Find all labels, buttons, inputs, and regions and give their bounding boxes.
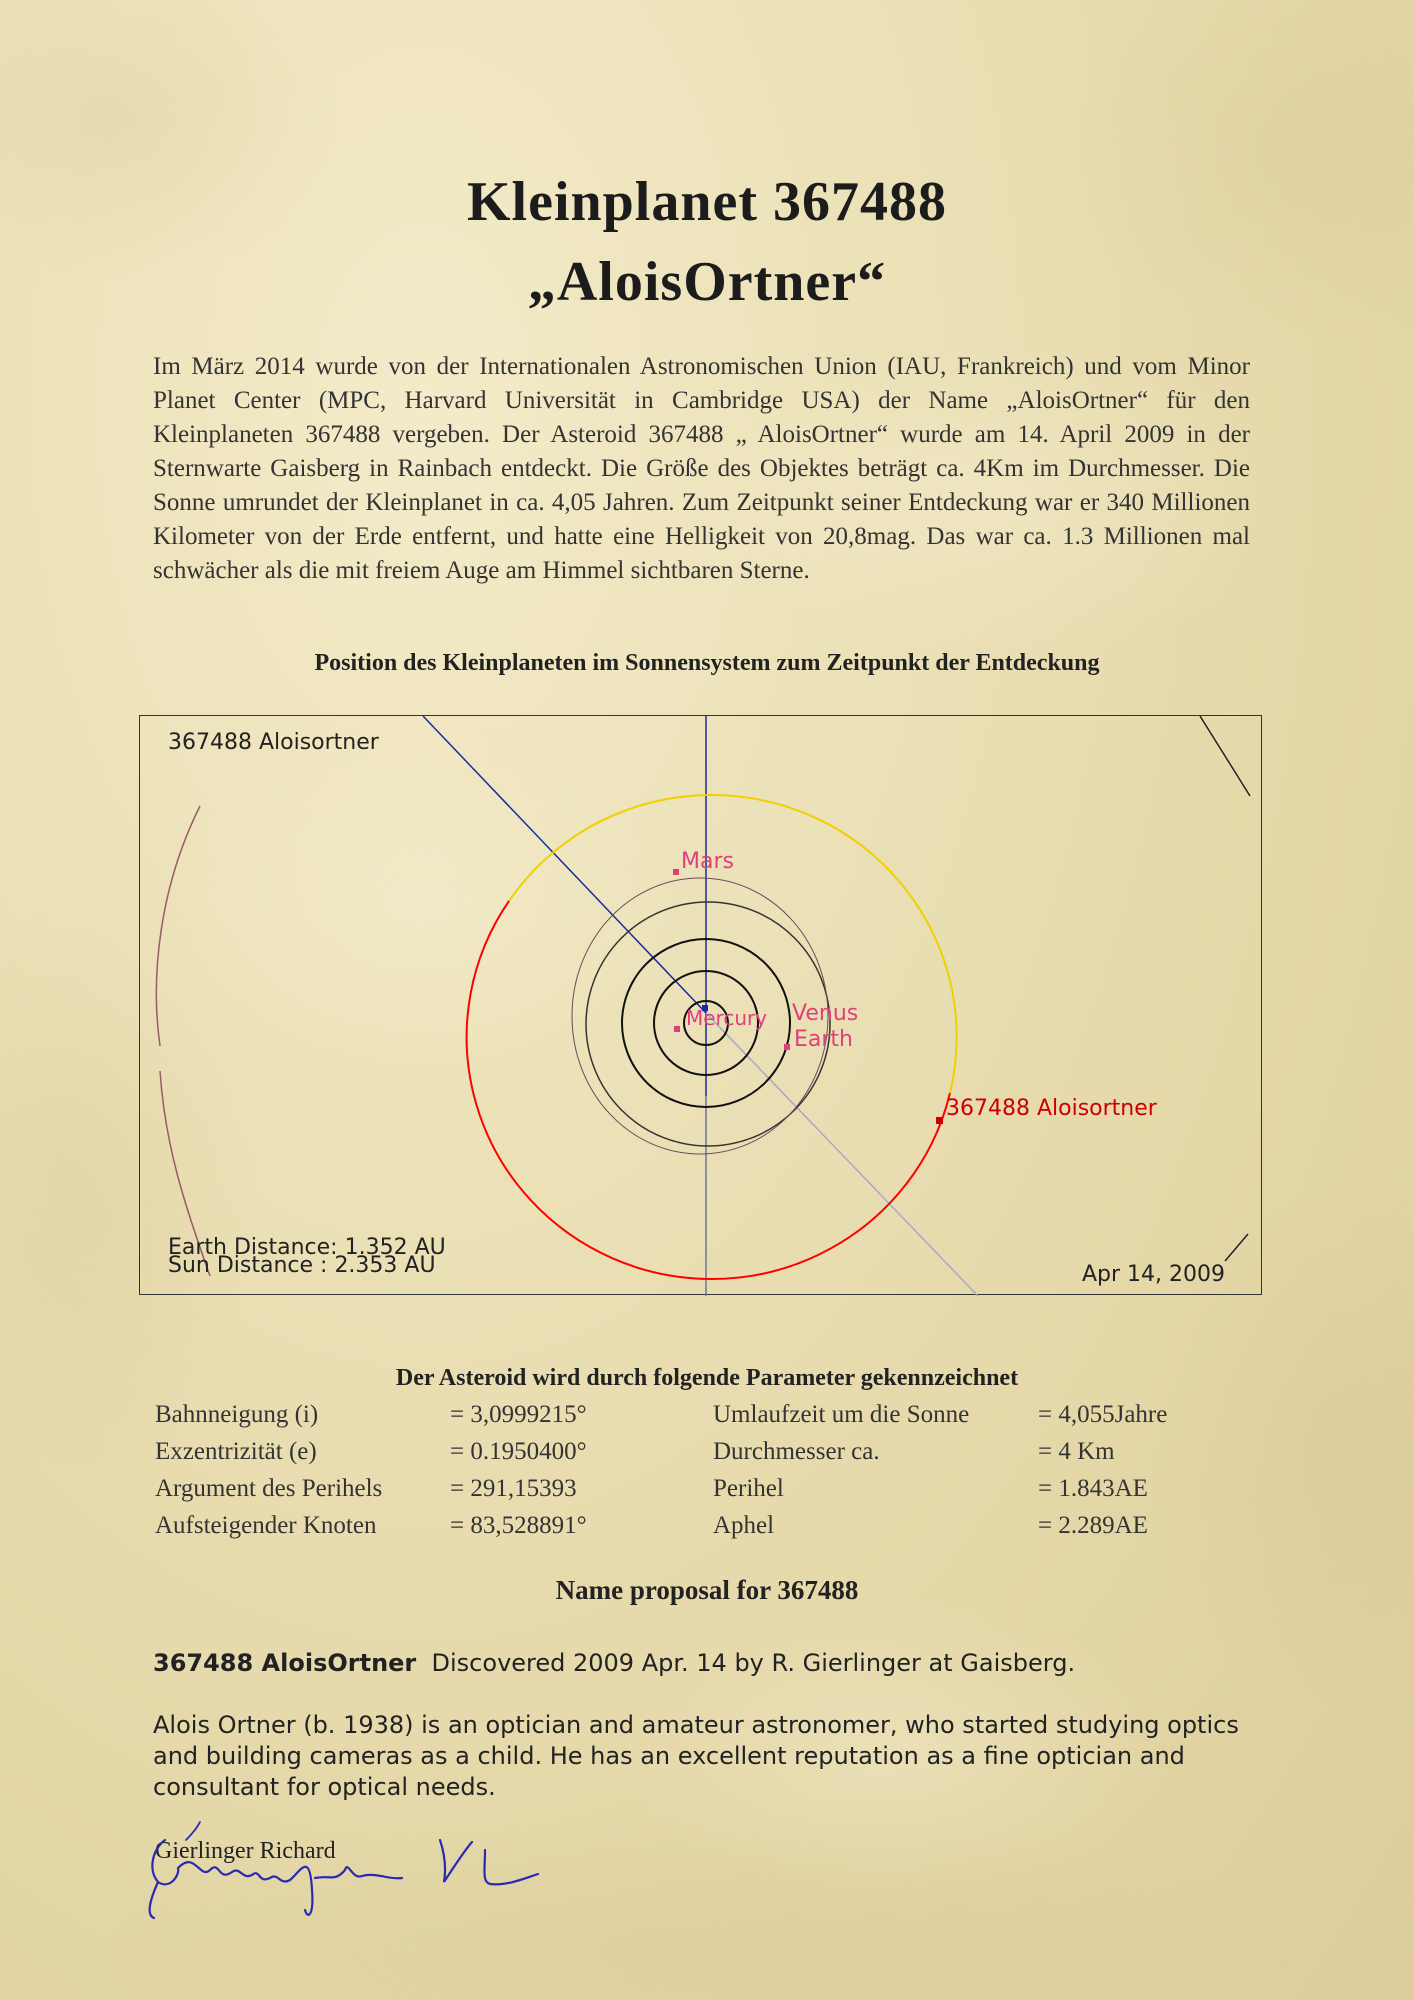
parameter-label: Exzentrizität (e)	[155, 1438, 317, 1465]
parameter-row	[155, 1507, 650, 1544]
asteroid-marker	[936, 1117, 943, 1124]
parameter-value: = 0.1950400°	[450, 1438, 587, 1465]
sun-distance-readout: Sun Distance : 2.353 AU	[168, 1253, 436, 1278]
parameter-label: Argument des Perihels	[155, 1475, 383, 1502]
parameter-row	[713, 1470, 1238, 1507]
parameter-label: Aphel	[713, 1512, 775, 1539]
parameter-row	[155, 1396, 650, 1433]
parameters-heading: Der Asteroid wird durch folgende Parameter gekennzeichnet	[395, 1365, 1019, 1391]
parameters-right-column	[713, 1396, 1238, 1544]
proposal-discovery: Discovered 2009 Apr. 14 by R. Gierlinger at Gaisberg.	[431, 1649, 1076, 1677]
earth-marker	[784, 1044, 790, 1050]
orbit-diagram	[139, 715, 1262, 1295]
handwritten-signature	[140, 1820, 560, 1930]
diagram-heading: Position des Kleinplaneten im Sonnensystem zum Zeitpunkt der Entdeckung	[314, 650, 1100, 676]
parameter-value: = 83,528891°	[450, 1512, 587, 1539]
parameter-value: = 4,055Jahre	[1038, 1401, 1168, 1428]
diagram-object-label: 367488 Aloisortner	[168, 730, 379, 755]
parameter-value: = 291,15393	[450, 1475, 577, 1502]
proposal-name: 367488 AloisOrtner	[153, 1649, 417, 1677]
earth-distance-readout: Earth Distance: 1.352 AU	[168, 1235, 446, 1260]
parameter-value: = 3,0999215°	[450, 1401, 587, 1428]
parameter-value: = 2.289AE	[1038, 1512, 1148, 1539]
parameter-label: Perihel	[713, 1475, 784, 1502]
mars-marker	[673, 869, 679, 875]
proposal-line	[153, 1648, 1273, 1679]
earth-direction-line	[423, 716, 706, 1013]
parameter-row	[155, 1470, 650, 1507]
parameter-row	[155, 1433, 650, 1470]
mercury-marker	[674, 1026, 680, 1032]
parameter-row	[713, 1433, 1238, 1470]
asteroid-label: 367488 Aloisortner	[946, 1096, 1157, 1121]
parameter-label: Aufsteigender Knoten	[155, 1512, 377, 1539]
mars-label: Mars	[681, 849, 734, 874]
parameter-label: Bahnneigung (i)	[155, 1401, 319, 1428]
parameter-row	[713, 1396, 1238, 1433]
proposal-description: Alois Ortner (b. 1938) is an optician and amateur astronomer, who started studying optics and building cameras as a child. He has an excellent reputation as a fine optician and consultant for optical needs.	[153, 1711, 1239, 1801]
parameter-value: = 4 Km	[1038, 1438, 1115, 1465]
intro-paragraph: Im März 2014 wurde von der Internationalen Astronomischen Union (IAU, Frankreich) und vom Minor Planet Center (MPC, Harvard Universität in Cambridge USA) der Name „AloisOrtner“ für den Kleinplaneten 367488 vergeben. Der Asteroid 367488 „ AloisOrtner“ wurde am 14. April 2009 in der Sternwarte Gaisberg in Rainbach entdeckt. Die Größe des Objektes beträgt ca. 4Km im Durchmesser. Die Sonne umrundet der Kleinplanet in ca. 4,05 Jahren. Zum Zeitpunkt seiner Entdeckung war er 340 Millionen Kilometer von der Erde entfernt, und hatte eine Helligkeit von 20,8mag. Das war ca. 1.3 Millionen mal schwächer als die mit freiem Auge am Himmel sichtbaren Sterne.	[153, 353, 1250, 584]
outer-orbit-arc	[156, 806, 200, 1046]
diagram-date: Apr 14, 2009	[1082, 1262, 1226, 1287]
outer-orbit-arc-right	[1200, 716, 1250, 796]
asteroid-name-title: „AloisOrtner“	[527, 251, 887, 313]
date-tick	[1225, 1234, 1248, 1261]
parameter-value: = 1.843AE	[1038, 1475, 1148, 1502]
parameter-label: Durchmesser ca.	[713, 1438, 880, 1465]
document-title: Kleinplanet 367488	[466, 171, 948, 233]
venus-label: Venus	[792, 1001, 859, 1026]
parameters-left-column	[155, 1396, 650, 1544]
earth-label: Earth	[794, 1027, 853, 1052]
name-proposal-heading: Name proposal for 367488	[555, 1575, 859, 1605]
signatory-name: Gierlinger Richard	[155, 1838, 336, 1864]
asteroid-orbit-near	[467, 901, 950, 1279]
parameter-row	[713, 1507, 1238, 1544]
parameter-label: Umlaufzeit um die Sonne	[713, 1401, 970, 1428]
mercury-label: Mercury	[686, 1006, 768, 1030]
